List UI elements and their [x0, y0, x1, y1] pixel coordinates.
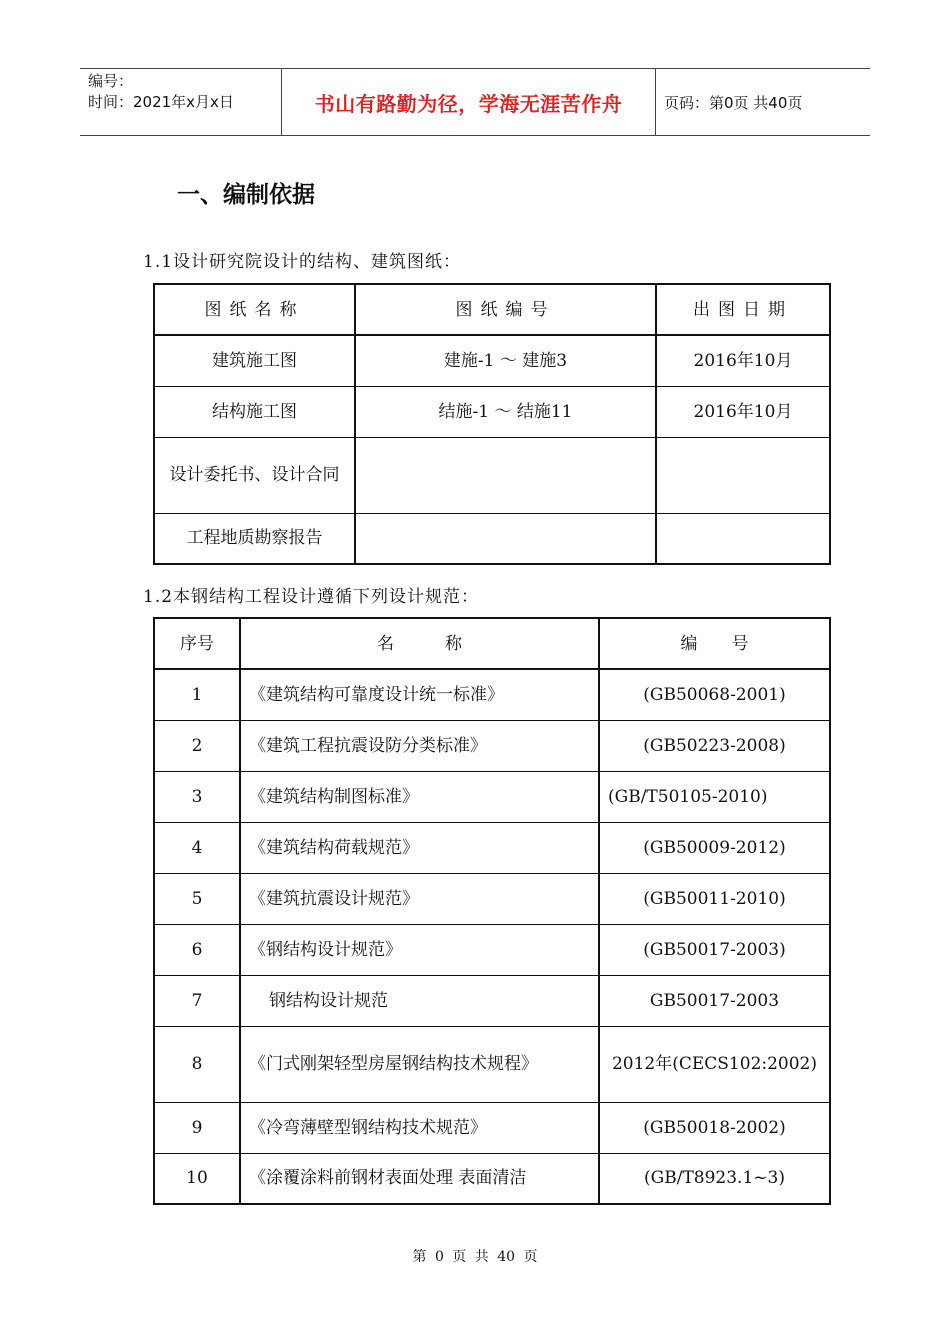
header-motto: 书山有路勤为径，学海无涯苦作舟 [281, 69, 656, 135]
cell-title: 《钢结构设计规范》 [240, 924, 599, 975]
table-row [154, 873, 830, 924]
cell-code: (GB/T8923.1~3) [599, 1153, 830, 1204]
cell-code: (GB50017-2003) [599, 924, 830, 975]
time-label: 时间：2021年x月x日 [88, 93, 234, 111]
cell-code: (GB50009-2012) [599, 822, 830, 873]
page-footer: 第 0 页 共 40 页 [412, 1249, 538, 1265]
cell-date [656, 513, 830, 564]
cell-index: 5 [154, 873, 240, 924]
table-header-row [154, 618, 830, 669]
cell-index: 6 [154, 924, 240, 975]
table-row [154, 669, 830, 720]
cell-title: 钢结构设计规范 [240, 975, 599, 1026]
cell-title: 《建筑结构制图标准》 [240, 771, 599, 822]
cell-title: 《建筑结构可靠度设计统一标准》 [240, 669, 599, 720]
cell-name: 建筑施工图 [154, 335, 355, 386]
cell-title: 《冷弯薄壁型钢结构技术规范》 [240, 1102, 599, 1153]
table-row [154, 437, 830, 513]
header-meta [88, 71, 234, 113]
cell-date: 2016年10月 [656, 335, 830, 386]
standards-table [153, 617, 831, 1205]
cell-number: 结施-1 ～ 结施11 [355, 386, 656, 437]
cell-code: (GB50068-2001) [599, 669, 830, 720]
header-page-info: 页码：第0页 共40页 [664, 93, 803, 112]
cell-name: 结构施工图 [154, 386, 355, 437]
cell-index: 9 [154, 1102, 240, 1153]
table-header-row [154, 284, 830, 335]
cell-code: 2012年(CECS102:2002) [599, 1026, 830, 1102]
page-header [80, 68, 870, 136]
col-header-number: 图纸编号 [355, 284, 656, 335]
section-title: 一、编制依据 [177, 182, 315, 208]
table-row [154, 386, 830, 437]
table-row [154, 822, 830, 873]
cell-index: 2 [154, 720, 240, 771]
table-row [154, 771, 830, 822]
cell-number [355, 513, 656, 564]
cell-code: (GB50018-2002) [599, 1102, 830, 1153]
cell-date [656, 437, 830, 513]
col-header-date: 出图日期 [656, 284, 830, 335]
cell-code: GB50017-2003 [599, 975, 830, 1026]
cell-title: 《门式刚架轻型房屋钢结构技术规程》 [240, 1026, 599, 1102]
cell-title: 《建筑抗震设计规范》 [240, 873, 599, 924]
number-label: 编号： [88, 72, 134, 90]
cell-code: (GB50011-2010) [599, 873, 830, 924]
cell-number [355, 437, 656, 513]
col-header-index: 序号 [154, 618, 240, 669]
table-row [154, 1026, 830, 1102]
cell-index: 3 [154, 771, 240, 822]
cell-title: 《建筑结构荷载规范》 [240, 822, 599, 873]
cell-index: 4 [154, 822, 240, 873]
cell-index: 10 [154, 1153, 240, 1204]
cell-index: 7 [154, 975, 240, 1026]
table-row [154, 975, 830, 1026]
cell-name: 工程地质勘察报告 [154, 513, 355, 564]
drawings-table [153, 283, 831, 565]
cell-title: 《涂覆涂料前钢材表面处理 表面清洁 [240, 1153, 599, 1204]
cell-name: 设计委托书、设计合同 [154, 437, 355, 513]
col-header-code: 编 号 [599, 618, 830, 669]
table-row [154, 513, 830, 564]
cell-number: 建施-1 ～ 建施3 [355, 335, 656, 386]
table-row [154, 335, 830, 386]
cell-title: 《建筑工程抗震设防分类标准》 [240, 720, 599, 771]
paragraph-1-2: 1.2本钢结构工程设计遵循下列设计规范： [143, 587, 480, 607]
col-header-title: 名 称 [240, 618, 599, 669]
table-row [154, 924, 830, 975]
table-row [154, 720, 830, 771]
cell-date: 2016年10月 [656, 386, 830, 437]
table-row [154, 1153, 830, 1204]
cell-code: (GB50223-2008) [599, 720, 830, 771]
cell-index: 1 [154, 669, 240, 720]
cell-code: (GB/T50105-2010) [599, 771, 830, 822]
paragraph-1-1: 1.1设计研究院设计的结构、建筑图纸： [143, 252, 462, 272]
cell-index: 8 [154, 1026, 240, 1102]
col-header-name: 图纸名称 [154, 284, 355, 335]
table-row [154, 1102, 830, 1153]
